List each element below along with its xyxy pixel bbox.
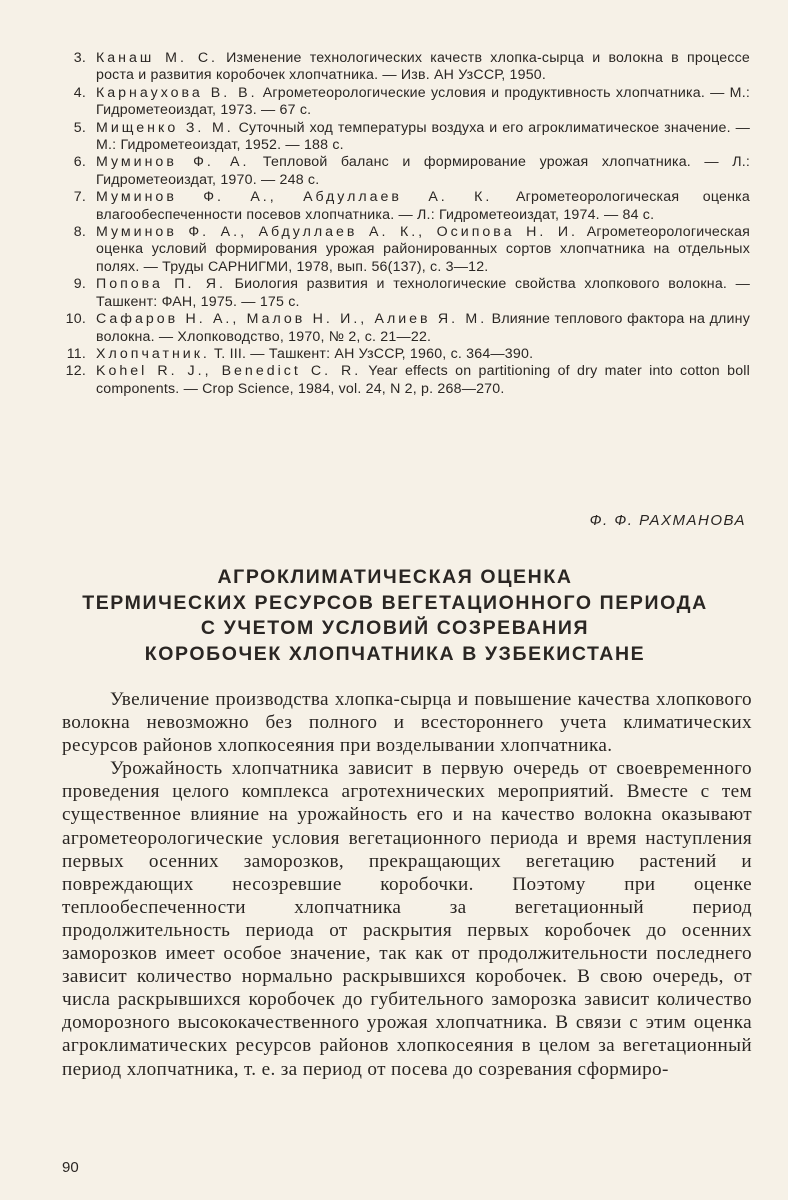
reference-text: Влияние теплового фактора на длину волокна. — Хлопководство, 1970, № 2, с. 21—22.	[96, 311, 750, 345]
reference-item	[60, 346, 750, 363]
reference-item	[60, 224, 750, 276]
reference-item	[60, 363, 750, 398]
reference-number: 12.	[65, 363, 86, 380]
title-line: АГРОКЛИМАТИЧЕСКАЯ ОЦЕНКА	[217, 566, 573, 588]
title-line: КОРОБОЧЕК ХЛОПЧАТНИКА В УЗБЕКИСТАНЕ	[144, 642, 646, 665]
paragraph: Увеличение производства хлопка-сырца и повышение качества хлопкового волокна невозможно без полного и всестороннего учета климатических ресурсов районов хлопкосеяния при возделывании хлопчатника.	[62, 689, 752, 757]
reference-author: Kohel R. J., Benedict C. R.	[96, 363, 362, 380]
reference-text: Агрометеорологические условия и продуктивность хлопчатника. — М.: Гидрометеоиздат, 1973. — 67 с.	[96, 84, 750, 119]
reference-text: Суточный ход температуры воздуха и его агроклиматическое значение. — М.: Гидрометеоиздат, 1952. — 188 с.	[96, 119, 750, 154]
reference-number: 9.	[73, 276, 86, 293]
title-line: С УЧЕТОМ УСЛОВИЙ СОЗРЕВАНИЯ	[200, 617, 590, 639]
reference-author: Мищенко З. М.	[96, 119, 234, 136]
reference-text: Агрометеорологическая оценка влагообеспеченности посевов хлопчатника. — Л.: Гидрометеоиздат, 1974. — 84 с.	[96, 189, 750, 223]
reference-text: Тепловой баланс и формирование урожая хлопчатника. — Л.: Гидрометеоиздат, 1970. — 248 с.	[96, 154, 750, 188]
reference-item	[60, 85, 750, 120]
reference-number: 10.	[65, 311, 86, 328]
title-line: ТЕРМИЧЕСКИХ РЕСУРСОВ ВЕГЕТАЦИОННОГО ПЕРИОДА	[82, 591, 708, 614]
reference-item	[60, 276, 750, 311]
reference-author: Канаш М. С.	[96, 50, 219, 66]
reference-text: Изменение технологических качеств хлопка-сырца и волокна в процессе роста и развития коробочек хлопчатника. — Изв. АН УзССР, 1950.	[96, 50, 750, 84]
reference-author: Карнаухова В. В.	[96, 84, 258, 101]
reference-author: Муминов Ф. А., Абдуллаев А. К.	[96, 189, 493, 206]
reference-author: Муминов Ф. А., Абдуллаев А. К., Осипова Н. И.	[96, 224, 578, 241]
reference-list	[60, 50, 750, 398]
reference-text: Year effects on partitioning of dry mater into cotton boll components. — Crop Science, 1984, vol. 24, N 2, p. 268—270.	[96, 363, 750, 397]
reference-text: Биология развития и технологические свойства хлопкового волокна. — Ташкент: ФАН, 1975. — 175 с.	[96, 276, 751, 310]
article-title	[40, 565, 750, 667]
reference-item	[60, 189, 750, 224]
page-number: 90	[62, 1159, 79, 1176]
reference-item	[60, 50, 750, 85]
article-body	[62, 688, 752, 1081]
reference-author: Хлопчатник.	[96, 345, 210, 362]
reference-number: 11.	[66, 345, 86, 362]
reference-author: Муминов Ф. А.	[96, 154, 250, 171]
reference-author: Попова П. Я.	[96, 276, 226, 293]
reference-item	[60, 154, 750, 189]
reference-number: 7.	[73, 189, 86, 206]
reference-number: 6.	[73, 154, 86, 171]
article-author: Ф. Ф. РАХМАНОВА	[589, 512, 746, 529]
reference-item	[60, 120, 750, 155]
reference-number: 8.	[73, 224, 86, 241]
paragraph: Урожайность хлопчатника зависит в первую очередь от своевременного проведения целого комплекса агротехнических мероприятий. Вместе с тем существенное влияние на урожайность его и на качество волокна оказывают агрометеорологические условия вегетационного периода и время наступления первых осенних заморозков, прекращающих вегетацию растений и повреждающих несозревшие коробочки. Поэтому при оценке теплообеспеченности хлопчатника за вегетационный период продолжительность периода от раскрытия первых коробочек до осенних заморозков имеет особое значение, так как от продолжительности последнего зависит количество нормально раскрывшихся коробочек. В свою очередь, от числа раскрывшихся коробочек до губительного заморозка зависит количество доморозного высококачественного урожая хлопчатника. В связи с этим оценка агроклиматических ресурсов районов хлопкосеяния в целом за вегетационный период хлопчатника, т. е. за период от посева до созревания сформиро-	[62, 758, 752, 1080]
reference-number: 5.	[73, 119, 86, 136]
reference-author: Сафаров Н. А., Малов Н. И., Алиев Я. М.	[96, 311, 488, 328]
reference-number: 3.	[73, 50, 86, 66]
reference-text: Т. III. — Ташкент: АН УзССР, 1960, с. 364—390.	[214, 345, 534, 362]
reference-text: Агрометеорологическая оценка условий формирования урожая районированных сортов хлопчатника на отдельных полях. — Труды САРНИГМИ, 1978, вып. 56(137), с. 3—12.	[96, 224, 750, 275]
reference-number: 4.	[73, 84, 86, 101]
reference-item	[60, 311, 750, 346]
